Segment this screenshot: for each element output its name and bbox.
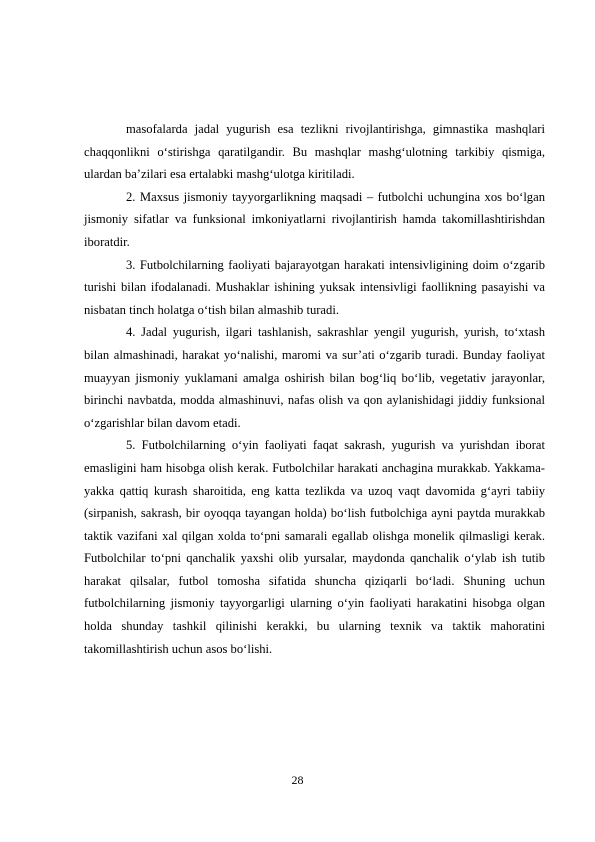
page-number: 28 [291,773,304,787]
page-body [84,118,545,660]
paragraph-4: 4. Jadal yugurish, ilgari tashlanish, sakrashlar yengil yugurish, yurish, to‘xtash bilan almashinadi, harakat yo‘nalishi, maromi va sur’ati o‘zgarib turadi. Bunday faoliyat muayyan jismoniy yuklamani amalga oshirish bilan bog‘liq bo‘lib, vegetativ jarayonlar, birinchi navbatda, modda almashinuvi, nafas olish va qon aylanishidagi jiddiy funksional o‘zgarishlar bilan davom etadi. [84,325,545,430]
paragraph-2: 2. Maxsus jismoniy tayyorgarlikning maqsadi – futbolchi uchungina xos bo‘lgan jismoniy sifatlar va funksional imkoniyatlarni rivojlantirish hamda takomillashtirishdan iboratdir. [84,189,545,249]
paragraph-5: 5. Futbolchilarning o‘yin faoliyati faqat sakrash, yugurish va yurishdan iborat emasligini ham hisobga olish kerak. Futbolchilar harakati anchagina murakkab. Yakkama-yakka qattiq kurash sharoitida, eng katta tezlikda va uzoq vaqt davomida g‘ayri tabiiy (sirpanish, sakrash, bir oyoqqa tayangan holda) bo‘lish futbolchiga ayni paytda murakkab taktik vazifani xal qilgan xolda to‘pni samarali egallab olishga monelik qilmasligi kerak. Futbolchilar to‘pni qanchalik yaxshi olib yursalar, maydonda qanchalik o‘ylab ish tutib harakat qilsalar, futbol tomosha sifatida shuncha qiziqarli bo‘ladi. Shuning uchun futbolchilarning jismoniy tayyorgarligi ularning o‘yin faoliyati harakatini hisobga olgan holda shunday tashkil qilinishi kerakki, bu ularning texnik va taktik mahoratini takomillashtirish uchun asos bo‘lishi. [84,438,545,656]
paragraph-1: masofalarda jadal yugurish esa tezlikni rivojlantirishga, gimnastika mashqlari chaqqonlikni o‘stirishga qaratilgandir. Bu mashqlar mashg‘ulotning tarkibiy qismiga, ulardan ba’zilari esa ertalabki mashg‘ulotga kiritiladi. [84,122,545,182]
paragraph-3: 3. Futbolchilarning faoliyati bajarayotgan harakati intensivligining doim o‘zgarib turishi bilan ifodalanadi. Mushaklar ishining yuksak intensivligi faollikning pasayishi va nisbatan tinch holatga o‘tish bilan almashib turadi. [84,257,545,317]
